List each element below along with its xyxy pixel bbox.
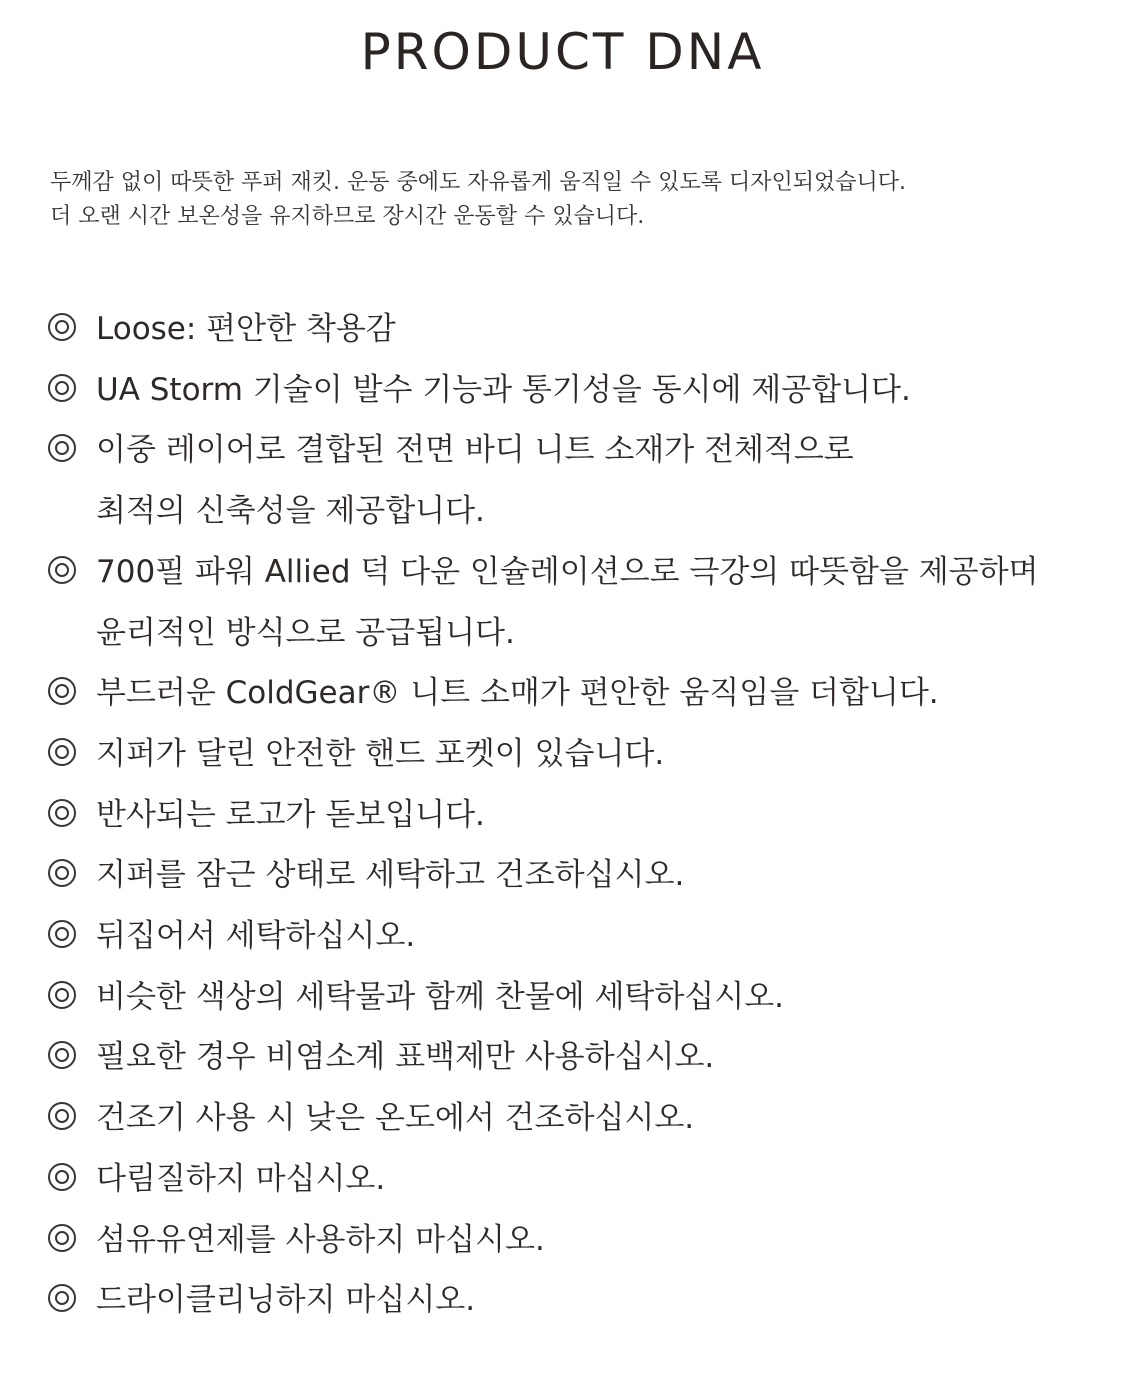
double-circle-icon (48, 1224, 76, 1252)
list-item (48, 542, 1108, 663)
page-title: PRODUCT DNA (360, 23, 765, 81)
intro-line: 두께감 없이 따뜻한 푸퍼 재킷. 운동 중에도 자유롭게 움직일 수 있도록 디자인되었습니다. (50, 170, 906, 195)
list-item (48, 1270, 1108, 1331)
double-circle-icon (48, 859, 76, 887)
double-circle-icon (48, 1284, 76, 1312)
feature-text: 뒤집어서 세탁하십시오. (96, 918, 416, 955)
list-item (48, 785, 1108, 846)
feature-text: 건조기 사용 시 낮은 온도에서 건조하십시오. (96, 1100, 695, 1137)
double-circle-icon (48, 1163, 76, 1191)
list-item (48, 420, 1108, 541)
feature-text: 섬유유연제를 사용하지 마십시오. (96, 1221, 545, 1258)
feature-text: 다림질하지 마십시오. (96, 1160, 386, 1197)
double-circle-icon (48, 738, 76, 766)
list-item (48, 906, 1108, 967)
feature-text: 이중 레이어로 결합된 전면 바디 니트 소재가 전체적으로 (96, 432, 854, 469)
feature-text: 드라이클리닝하지 마십시오. (96, 1282, 476, 1319)
list-item (48, 1149, 1108, 1210)
double-circle-icon (48, 313, 76, 341)
list-item (48, 360, 1108, 421)
list-item (48, 967, 1108, 1028)
list-item (48, 663, 1108, 724)
double-circle-icon (48, 981, 76, 1009)
feature-list (48, 299, 1108, 1331)
feature-text: 비슷한 색상의 세탁물과 함께 찬물에 세탁하십시오. (96, 978, 784, 1015)
intro-description (50, 166, 1090, 234)
double-circle-icon (48, 556, 76, 584)
double-circle-icon (48, 374, 76, 402)
feature-text: Loose: 편안한 착용감 (96, 311, 396, 347)
double-circle-icon (48, 434, 76, 462)
double-circle-icon (48, 1041, 76, 1069)
feature-text-continued: 윤리적인 방식으로 공급됩니다. (96, 614, 515, 651)
list-item (48, 1027, 1108, 1088)
double-circle-icon (48, 920, 76, 948)
list-item (48, 724, 1108, 785)
feature-text-continued: 최적의 신축성을 제공합니다. (96, 493, 485, 530)
feature-text: 지퍼가 달린 안전한 핸드 포켓이 있습니다. (96, 735, 665, 772)
double-circle-icon (48, 677, 76, 705)
feature-text: 필요한 경우 비염소계 표백제만 사용하십시오. (96, 1039, 715, 1076)
intro-line: 더 오랜 시간 보온성을 유지하므로 장시간 운동할 수 있습니다. (50, 204, 645, 229)
feature-text: 부드러운 ColdGear® 니트 소매가 편안한 움직임을 더합니다. (96, 675, 939, 712)
list-item (48, 1088, 1108, 1149)
feature-text: 지퍼를 잠근 상태로 세탁하고 건조하십시오. (96, 857, 685, 894)
double-circle-icon (48, 1102, 76, 1130)
feature-text: UA Storm 기술이 발수 기능과 통기성을 동시에 제공합니다. (96, 371, 911, 408)
list-item (48, 845, 1108, 906)
feature-text: 700필 파워 Allied 덕 다운 인슐레이션으로 극강의 따뜻함을 제공하며 (96, 553, 1039, 590)
list-item (48, 1210, 1108, 1271)
feature-text: 반사되는 로고가 돋보입니다. (96, 796, 485, 833)
list-item (48, 299, 1108, 360)
double-circle-icon (48, 799, 76, 827)
